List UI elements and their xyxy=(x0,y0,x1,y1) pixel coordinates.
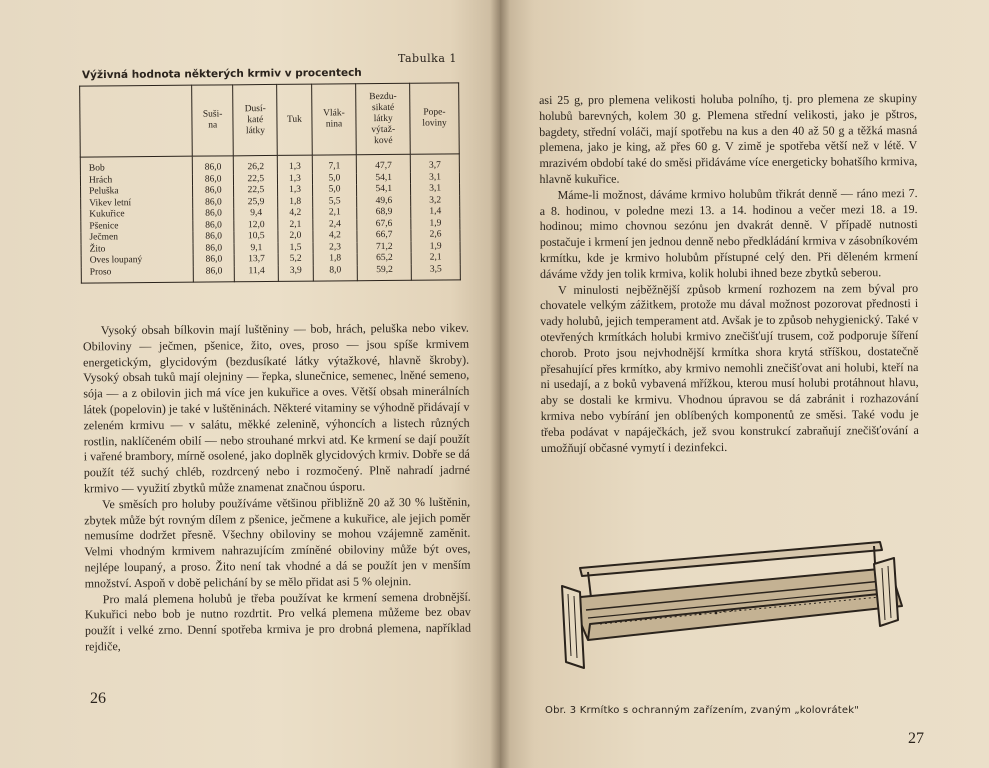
table-cell: 2,1 xyxy=(278,219,312,231)
figure-caption: Obr. 3 Krmítko s ochranným zařízením, zvaným „kolovrátek" xyxy=(545,705,860,716)
right-body-text xyxy=(539,91,919,456)
table-cell: 5,0 xyxy=(312,184,357,196)
table-cell: 1,3 xyxy=(278,185,312,197)
table-cell: 5,5 xyxy=(312,196,357,208)
table-cell: 9,4 xyxy=(234,208,278,220)
table-cell: 1,3 xyxy=(278,173,312,185)
paragraph: Máme-li možnost, dáváme krmivo holubům třikrát denně — ráno mezi 7. a 8. hodinou, v poledne mezi 13. a 14. hodinou a večer mezi 18. a 19. hodinou; mimo chovnou sezónu jen dvakrát denně. V případě nutnosti postačuje i krmení jen jednou denně nebo předkládání krmiva v zásobníkovém krmítku, kde je krmivo holubům přístupné celý den. Při děleném krmení dáváme vždy jen tolik krmiva, kolik holubi ihned beze zbytků seberou. xyxy=(539,185,918,281)
paragraph: Ve směsích pro holuby používáme většinou přibližně 20 až 30 % luštěnin, zbytek může být rovným dílem z pšenice, ječmene a kukuřice, ale jejich poměr nemusíme dodržet přesně. Všechny obiloviny se mohou vzájemně zaměnit. Velmi vhodným krmivem nahrazujícím zmíněné obiloviny může být oves, nejlépe loupaný, a proso. Žito není tak vhodné a dá se použít jen v menším množství. Aspoň v době pelichání by se mělo přidat asi 5 % olejnin. xyxy=(84,494,471,591)
nutrition-table xyxy=(79,82,461,283)
feed-name-cell: Peluška xyxy=(81,186,193,198)
table-cell: 86,0 xyxy=(193,231,235,243)
table-header-cell: Dusí- katé látky xyxy=(233,84,278,155)
table-cell: 71,2 xyxy=(357,241,411,253)
table-cell: 25,9 xyxy=(234,196,278,208)
table-row xyxy=(81,264,460,283)
table-cell: 3,5 xyxy=(411,264,460,280)
table-cell: 86,0 xyxy=(193,266,235,282)
feed-name-cell: Proso xyxy=(81,266,193,283)
table-cell: 86,0 xyxy=(193,197,235,209)
table-cell: 1,9 xyxy=(411,241,460,253)
table-cell: 2,3 xyxy=(313,242,358,254)
table-cell: 1,4 xyxy=(411,206,460,218)
paragraph: V minulosti nejběžnější způsob krmení rozhozem na zem býval pro chovatele velkým zážitkem, protože mu dával možnost pozorovat přednosti i vady holubů, jejich temperament atd. Avšak je to způsob nehygienický. Také v otevřených krmítkách holubi krmivo znečišťují trusem, což podporuje šíření chorob. Proto jsou nejvhodnější krmítka shora krytá stříškou, dostatečně přesahující přes krmítko, aby krmivo nemohli znečišťovat ani holubi, kteří na ni usedají, a z boků vybavená mřížkou, kterou musí holubi protáhnout hlavu, aby se dostali ke krmivu. Vhodnou úpravou se dá zabránit i rozhazování krmiva nebo vybírání jen oblíbených komponentů ze směsi. Také vodu je třeba podávat v napáječkách, jež svou konstrukcí zabraňují znečišťování a umožňují občasné vymytí i dezinfekci. xyxy=(540,280,919,455)
table-title: Výživná hodnota některých krmiv v procentech xyxy=(81,66,362,82)
table-header-cell: Pope- loviny xyxy=(410,83,459,154)
table-cell: 86,0 xyxy=(192,156,234,174)
table-cell: 2,4 xyxy=(312,219,357,231)
feeder-illustration xyxy=(540,528,920,678)
feed-name-cell: Ječmen xyxy=(81,232,193,244)
paragraph: Vysoký obsah bílkovin mají luštěniny — bob, hrách, peluška nebo vikev. Obiloviny — ječmen, pšenice, žito, oves, proso — jsou spíše krmivem energetickým, glycidovým (bezdusíkaté látky výtažkové, hlavně škroby). Vysoký obsah tuků mají olejniny — řepka, slunečnice, semenec, lněné semeno, sója — a z obilovin jich má více jen kukuřice a oves. Větší obsah minerálních látek (popelovin) je také v luštěninách. Některé vitaminy se výhodně přidávají v zeleném krmivu — v salátu, měkké zelenině, výhoncích a listech různých rostlin, naklíčeném obilí — nebo strouhané mrkvi atd. Ke krmení se dají použít i vařené brambory, mírně osolené, jako doplněk glycidových krmiv. Dobře se dá použít též suchý chléb, rozdrcený nebo i rozmočený. Plně nahradí jadrné krmivo — využití zbytků může znamenat značnou úsporu. xyxy=(82,320,470,496)
table-cell: 11,4 xyxy=(235,265,279,281)
table-cell: 3,9 xyxy=(279,265,313,281)
table-cell: 7,1 xyxy=(312,155,357,173)
table-cell: 86,0 xyxy=(193,208,235,220)
page-number-left: 26 xyxy=(90,690,106,707)
feed-name-cell: Oves loupaný xyxy=(81,255,193,267)
table-cell: 66,7 xyxy=(357,230,411,242)
table-cell: 5,2 xyxy=(278,254,312,266)
feed-name-cell: Kukuřice xyxy=(81,209,193,221)
table-header-cell: Bezdu- sikaté látky výtaž- kové xyxy=(356,83,410,154)
table-header-cell: Suši- na xyxy=(192,85,234,156)
table-cell: 86,0 xyxy=(193,185,235,197)
left-body-text xyxy=(83,321,471,655)
table-cell: 2,0 xyxy=(278,231,312,243)
table-cell: 2,1 xyxy=(411,252,460,264)
table-cell: 4,2 xyxy=(278,208,312,220)
table-cell: 2,6 xyxy=(411,229,460,241)
table-cell: 65,2 xyxy=(357,253,411,265)
table-cell: 26,2 xyxy=(234,155,278,173)
paragraph: asi 25 g, pro plemena velikosti holuba polního, tj. pro plemena ze skupiny holubů barevných, kolem 30 g. Plemena střední velikosti, jako je pštros, bagdety, střední voláči, mají spotřebu na kus a den 40 až 50 g a těžká masná plemena, jako je king, až přes 60 g. V zimě je spotřeba větší než v létě. V mrazivém období také do směsi přidáváme více energeticky bohatšího krmiva, hlavně kukuřice. xyxy=(539,91,918,186)
table-cell: 3,7 xyxy=(410,154,459,172)
table-cell: 1,5 xyxy=(278,242,312,254)
feed-name-cell: Žito xyxy=(81,243,193,255)
table-header-cell xyxy=(80,85,193,157)
feed-name-cell: Vikev letní xyxy=(81,197,193,209)
table-cell: 47,7 xyxy=(357,154,411,172)
table-cell: 1,3 xyxy=(278,155,312,173)
feed-name-cell: Pšenice xyxy=(81,220,193,232)
table-header-row xyxy=(80,83,460,157)
table-cell: 5,0 xyxy=(312,173,357,185)
page-number-right: 27 xyxy=(908,730,924,747)
table-cell: 86,0 xyxy=(193,243,235,255)
table-cell: 54,1 xyxy=(357,184,411,196)
table-cell: 3,1 xyxy=(411,183,460,195)
table-cell: 4,2 xyxy=(313,230,358,242)
table-cell: 22,5 xyxy=(234,185,278,197)
table-cell: 8,0 xyxy=(313,265,358,281)
table-cell: 12,0 xyxy=(234,219,278,231)
table-cell: 1,8 xyxy=(278,196,312,208)
table-cell: 9,1 xyxy=(234,242,278,254)
table-label: Tabulka 1 xyxy=(398,52,457,65)
table-cell: 22,5 xyxy=(234,173,278,185)
table-cell: 10,5 xyxy=(234,231,278,243)
table-cell: 13,7 xyxy=(235,254,279,266)
table-cell: 3,1 xyxy=(411,172,460,184)
book-gutter xyxy=(490,0,510,768)
table-cell: 86,0 xyxy=(193,254,235,266)
feed-name-cell: Hrách xyxy=(80,174,192,186)
feed-name-cell: Bob xyxy=(80,156,192,175)
table-cell: 68,9 xyxy=(357,207,411,219)
table-cell: 54,1 xyxy=(357,172,411,184)
table-cell: 2,1 xyxy=(312,207,357,219)
table-cell: 67,6 xyxy=(357,218,411,230)
table-cell: 86,0 xyxy=(192,174,234,186)
table-header-cell: Vlák- nina xyxy=(311,84,356,155)
table-header-cell: Tuk xyxy=(277,84,312,155)
table-cell: 3,2 xyxy=(411,195,460,207)
table-cell: 1,8 xyxy=(313,253,358,265)
table-body xyxy=(80,154,460,283)
right-page xyxy=(500,0,989,768)
table-cell: 86,0 xyxy=(193,220,235,232)
table-cell: 49,6 xyxy=(357,195,411,207)
paragraph: Pro malá plemena holubů je třeba používat ke krmení semena drobnější. Kukuřici nebo bob je nutno rozdrtit. Pro velká plemena můžeme bez obav použít i velké zrno. Denní spotřeba krmiva je pro drobná plemena, například rejdiče, xyxy=(84,589,472,654)
table-cell: 1,9 xyxy=(411,218,460,230)
table-cell: 59,2 xyxy=(358,264,412,280)
